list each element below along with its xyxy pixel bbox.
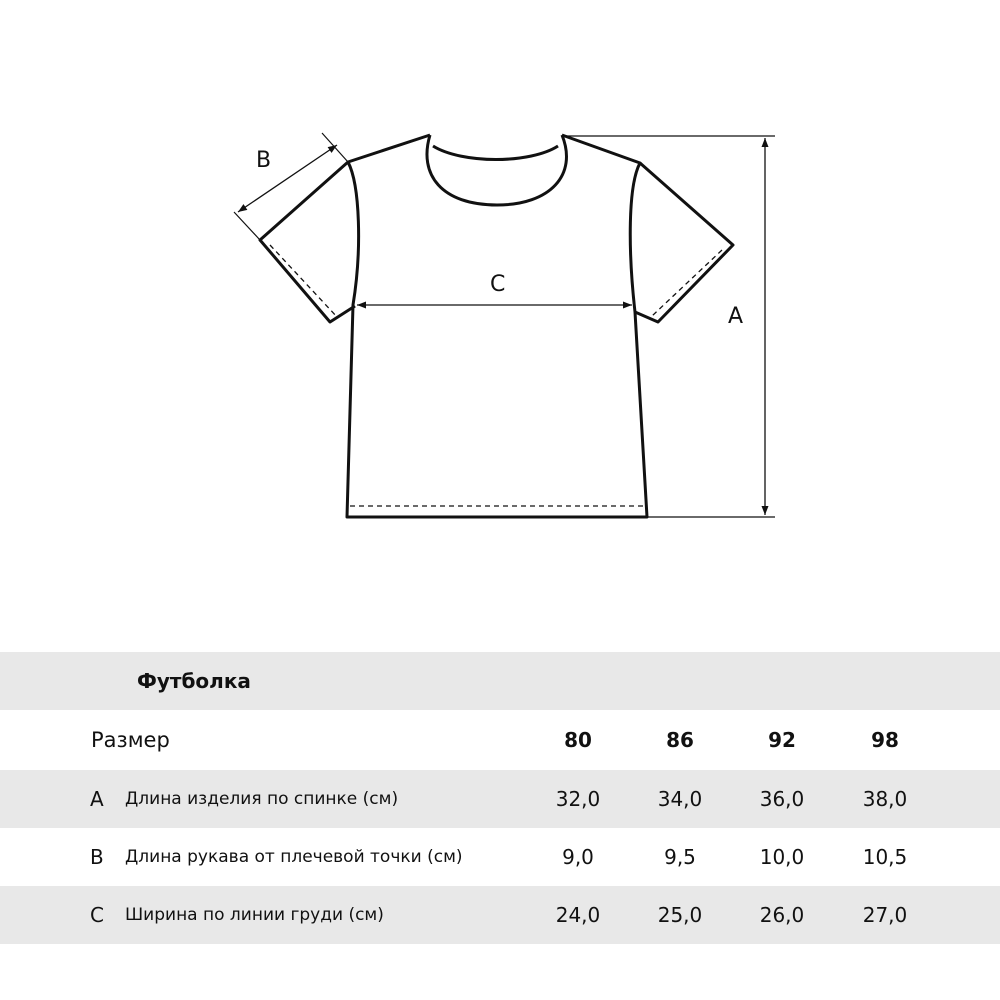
table-cell: 9,5 [664, 845, 696, 869]
table-cell: 38,0 [862, 787, 908, 811]
row-letter: A [90, 787, 104, 811]
row-letter: C [90, 903, 104, 927]
dimension-b-label: B [256, 148, 272, 173]
dimension-a-label: A [728, 304, 744, 329]
table-cell: 10,0 [759, 845, 805, 869]
table-header-row [0, 710, 1000, 770]
row-description: Ширина по линии груди (см) [125, 905, 384, 925]
table-title: Футболка [137, 669, 251, 693]
size-header: 80 [564, 728, 592, 752]
dimension-a [562, 136, 775, 517]
table-cell: 27,0 [862, 903, 908, 927]
table-cell: 24,0 [555, 903, 601, 927]
table-cell: 36,0 [759, 787, 805, 811]
row-description: Длина изделия по спинке (см) [125, 789, 399, 809]
table-cell: 32,0 [555, 787, 601, 811]
table-cell: 10,5 [862, 845, 908, 869]
size-header: 98 [871, 728, 899, 752]
dimension-c-label: C [490, 272, 506, 297]
row-letter: B [90, 845, 104, 869]
table-cell: 34,0 [657, 787, 703, 811]
size-table [0, 652, 1000, 944]
table-cell: 26,0 [759, 903, 805, 927]
size-header: 92 [768, 728, 796, 752]
table-row [0, 770, 1000, 828]
dimension-b [234, 133, 348, 240]
table-cell: 25,0 [657, 903, 703, 927]
table-title-row [0, 652, 1000, 710]
row-description: Длина рукава от плечевой точки (см) [125, 847, 463, 867]
dimension-c [357, 272, 632, 305]
tshirt-outline [260, 135, 733, 517]
size-column-label: Размер [91, 728, 170, 752]
size-header: 86 [666, 728, 694, 752]
table-cell: 9,0 [562, 845, 594, 869]
table-row [0, 886, 1000, 944]
table-row [0, 828, 1000, 886]
